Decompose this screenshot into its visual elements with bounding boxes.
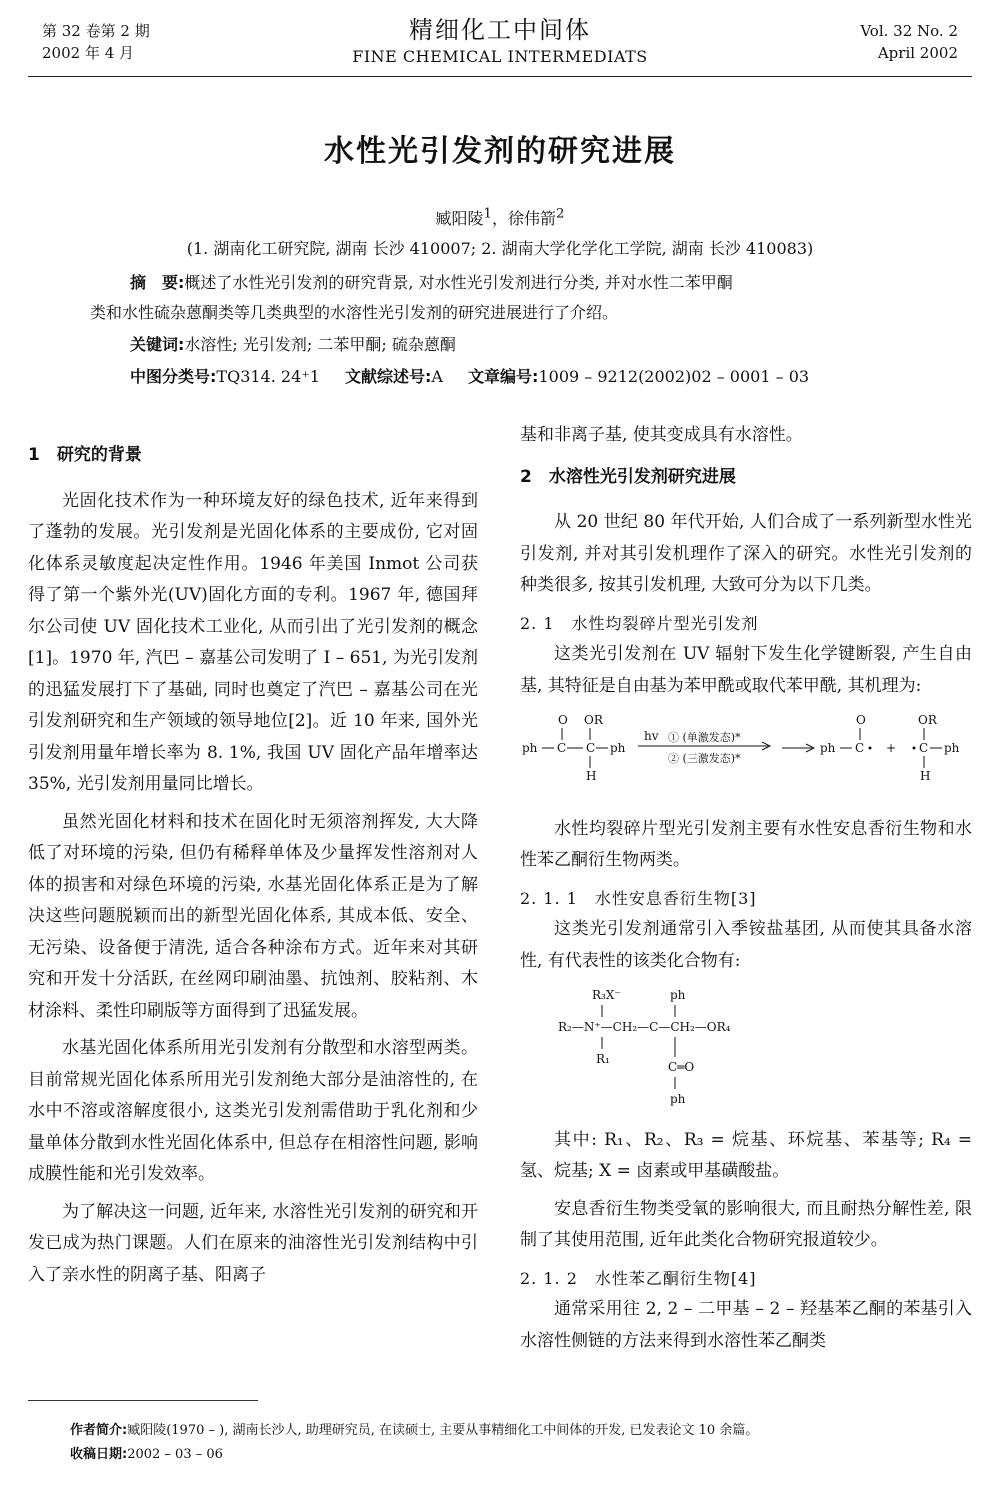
scheme-step-2: ② (三激发态)* (668, 752, 741, 765)
date-en: April 2002 (877, 44, 958, 62)
struct-r3x: R₃X⁻ (592, 988, 621, 1002)
section-2-1-heading: 2. 1 水性均裂碎片型光引发剂 (520, 613, 759, 633)
header-journal (0, 10, 1000, 66)
bio-text: 臧阳陵(1970 – ), 湖南长沙人, 助理研究员, 在读硕士, 主要从事精细化工中间体的开发, 已发表论文 10 余篇。 (127, 1423, 759, 1438)
paragraph: 水性均裂碎片型光引发剂主要有水性安息香衍生物和水性苯乙酮衍生物两类。 (520, 818, 972, 870)
clc-value: TQ314. 24⁺1 (216, 367, 320, 386)
right-column (520, 420, 972, 1363)
paragraph: 安息香衍生物类受氧的影响很大, 而且耐热分解性差, 限制了其使用范围, 近年此类化合物研究报道较少。 (520, 1198, 972, 1250)
date-cn: 2002 年 4 月 (42, 44, 135, 62)
author-1-sup: 1 (483, 206, 492, 222)
classification (130, 364, 809, 387)
paragraph: 虽然光固化材料和技术在固化时无须溶剂挥发, 大大降低了对环境的污染, 但仍有稀释单体及少量挥发性溶剂对人体的损害和对绿色环境的污染, 水基光固化体系正是为了解决这些问题脱颖而出的新型光固化体系, 其成本低、安全、无污染、设备便于清洗, 适合各种涂布方式。近年来对其研究和开发十分活跃, 在丝网印刷油墨、抗蚀剂、胶粘剂、木材涂料、柔性印刷版等方面得到了迅猛发展。 (28, 811, 478, 1021)
scheme-c-2: C (586, 741, 596, 755)
struct-ph-bottom: ph (670, 1092, 686, 1106)
scheme-ph-1: ph (522, 741, 538, 755)
paragraph: 这类光引发剂通常引入季铵盐基团, 从而使其具备水溶性, 有代表性的该类化合物有: (520, 919, 972, 971)
struct-carbonyl: C═O (668, 1060, 695, 1074)
keywords-label: 关键词: (130, 335, 185, 354)
received-date-footnote (70, 1444, 970, 1466)
received-date: 2002 – 03 – 06 (127, 1447, 223, 1462)
scheme-c-4: C (919, 741, 929, 755)
scheme-o-right: O (856, 713, 866, 727)
left-column (28, 440, 478, 1297)
scheme-h-left: H (586, 769, 597, 783)
abstract-line-1: 概述了水性光引发剂的研究背景, 对水性光引发剂进行分类, 并对水性二苯甲酮 (184, 273, 733, 292)
received-label: 收稿日期: (70, 1447, 128, 1462)
paper-title: 水性光引发剂的研究进展 (324, 134, 676, 169)
volume-en: Vol. 32 No. 2 (860, 22, 958, 40)
benzoin-structure (520, 987, 972, 1107)
struct-ph-top: ph (670, 988, 686, 1002)
paragraph: 从 20 世纪 80 年代开始, 人们合成了一系列新型水性光引发剂, 并对其引发机理作了深入的研究。水性光引发剂的种类很多, 按其引发机理, 大致可分为以下几类。 (520, 512, 972, 595)
struct-r1: R₁ (596, 1052, 610, 1066)
abstract-line-2: 类和水性硫杂蒽酮类等几类典型的水溶性光引发剂的研究进展进行了介绍。 (90, 303, 619, 322)
affiliations: (1. 湖南化工研究院, 湖南 长沙 410007; 2. 湖南大学化学化工学院, 湖南 长沙 410083) (186, 239, 814, 258)
scheme-or-right: OR (918, 713, 937, 727)
paragraph: 基和非离子基, 使其变成具有水溶性。 (520, 425, 803, 445)
scheme-h-right: H (920, 769, 931, 783)
section-2-1-1-heading: 2. 1. 1 水性安息香衍生物[3] (520, 888, 757, 908)
journal-title-en: FINE CHEMICAL INTERMEDIATS (352, 47, 648, 66)
scheme-plus: + (886, 741, 897, 755)
doc-code-value: A (431, 367, 443, 386)
paragraph: 水基光固化体系所用光引发剂有分散型和水溶型两类。目前常规光固化体系所用光引发剂绝大部分是油溶性的, 在水中不溶或溶解度很小, 这类光引发剂需借助于乳化剂和少量单体分散到水性光固化体系中, 但总存在相溶性问题, 影响成膜性能和光引发效率。 (28, 1038, 478, 1184)
author-2: 徐伟箭 (508, 209, 557, 228)
header-rule (28, 76, 972, 77)
author-bio-footnote (70, 1420, 970, 1442)
paragraph: 其中: R₁、R₂、R₃ = 烷基、环烷基、苯基等; R₄ = 氢、烷基; X = 卤素或甲基磺酸盐。 (520, 1129, 972, 1181)
bio-label: 作者简介: (70, 1423, 128, 1438)
article-id-label: 文章编号: (468, 367, 539, 386)
paragraph: 这类光引发剂在 UV 辐射下发生化学键断裂, 产生自由基, 其特征是自由基为苯甲酰或取代苯甲酰, 其机理为: (520, 644, 972, 696)
authors (0, 206, 1000, 229)
scheme-o-left: O (558, 713, 568, 727)
author-1: 臧阳陵 (435, 209, 484, 228)
section-2-1-2-heading: 2. 1. 2 水性苯乙酮衍生物[4] (520, 1268, 757, 1288)
paragraph: 为了解决这一问题, 近年来, 水溶性光引发剂的研究和开发已成为热门课题。人们在原来的油溶性光引发剂结构中引入了亲水性的阴离子基、阳离子 (28, 1201, 478, 1285)
scheme-ph-2: ph (610, 741, 626, 755)
volume-cn: 第 32 卷第 2 期 (42, 22, 150, 40)
doc-code-label: 文献综述号: (344, 367, 432, 386)
article-id-value: 1009 – 9212(2002)02 – 0001 – 03 (538, 367, 810, 386)
scheme-step-1: ① (单激发态)* (668, 731, 741, 744)
scheme-hv: hv (644, 729, 659, 743)
author-2-sup: 2 (556, 206, 565, 222)
header-volume-en (860, 20, 958, 64)
abstract (90, 268, 920, 328)
paragraph: 通常采用往 2, 2 – 二甲基 – 2 – 羟基苯乙酮的苯基引入水溶性侧链的方法来得到水溶性苯乙酮类 (520, 1299, 972, 1351)
reaction-scheme (520, 710, 972, 796)
journal-title-cn: 精细化工中间体 (409, 16, 591, 44)
section-1-heading: 1 研究的背景 (28, 445, 142, 465)
abstract-label: 摘 要: (130, 273, 185, 292)
scheme-or-left: OR (584, 713, 603, 727)
section-2-heading: 2 水溶性光引发剂研究进展 (520, 466, 736, 487)
scheme-c-3: C (855, 741, 865, 755)
paragraph: 光固化技术作为一种环境友好的绿色技术, 近年来得到了蓬勃的发展。光引发剂是光固化体系的主要成份, 它对固化体系灵敏度起决定性作用。1946 年美国 Inmot 公司获得了第一个紫外光(UV)固化方面的专利。1967 年, 德国拜尔公司使 UV 固化技术工业化, 从而引出了光引发剂的概念[1]。1970 年, 汽巴 – 嘉基公司发明了 I – 651, 为光引发剂的迅猛发展打下了基础, 同时也奠定了汽巴 – 嘉基公司在光引发剂研究和生产领域的领导地位[2]。近 10 年来, 国外光引发剂用量年增长率为 8. 1%, 我国 UV 固化产品年增率达 35%, 光引发剂用量同比增长。 (28, 490, 478, 794)
keywords-text: 水溶性; 光引发剂; 二苯甲酮; 硫杂蒽酮 (184, 335, 456, 354)
author-separator: ， (491, 209, 508, 228)
footnote-rule (28, 1400, 258, 1401)
scheme-c-1: C (557, 741, 567, 755)
scheme-ph-4: ph (944, 741, 960, 755)
clc-label: 中图分类号: (130, 367, 217, 386)
scheme-ph-3: ph (820, 741, 836, 755)
struct-main-chain: R₂—N⁺—CH₂—C—CH₂—OR₄ (558, 1020, 731, 1034)
keywords (130, 332, 456, 355)
